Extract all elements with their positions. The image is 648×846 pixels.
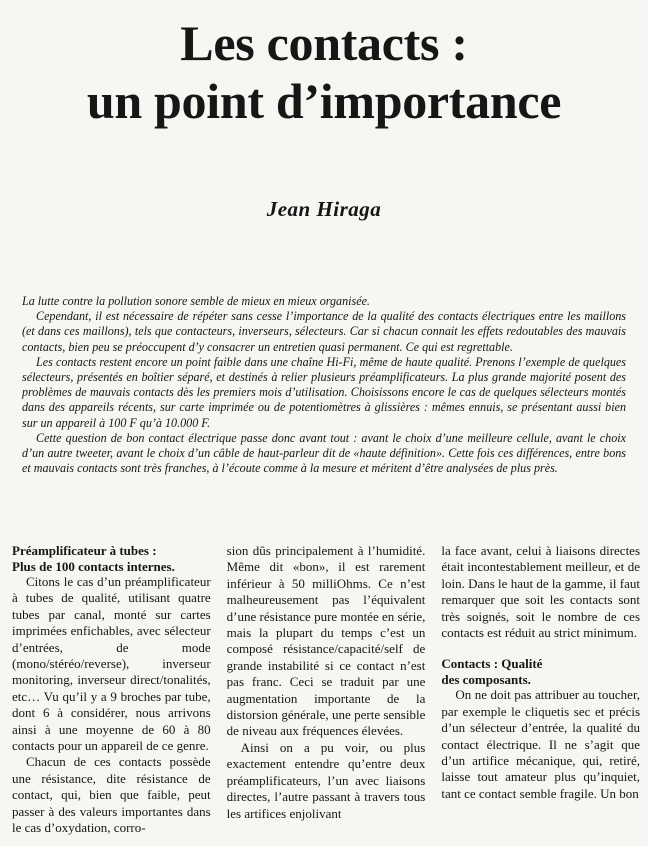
body-paragraph: On ne doit pas attribuer au toucher, par exemple le cliquetis sec et précis d’un sélecteur d’entrée, la qualité du contact électrique. Il ne s’agit que d’un artifice mécanique, qui, retiré, laisse tout amateur plus qu’inquiet, tant ce contact semble fragile. Un bon: [441, 687, 641, 801]
column-2: [227, 543, 426, 837]
column-1: [12, 543, 211, 837]
body-paragraph: Citons le cas d’un préamplificateur à tubes de qualité, utilisant quatre tubes par canal, monté sur cartes imprimées enfichables, avec sélecteur d’entrées, de mode (mono/stéréo/reverse), inverseur monitoring, inverseur direct/tonalités, etc… Vu qu’il y a 9 broches par tube, dont 6 à considérer, nous arrivons ainsi à une moyenne de 60 à 80 contacts pour un appareil de ce genre.: [12, 574, 211, 754]
author-byline: Jean Hiraga: [266, 197, 382, 221]
section-heading-line-1: Préamplificateur à tubes :: [12, 543, 157, 558]
section-heading-line-1: Contacts : Qualité: [441, 656, 543, 672]
section-heading-line-2: des composants.: [441, 671, 531, 687]
intro-paragraphs: [22, 294, 626, 476]
body-columns: [12, 543, 640, 837]
article-title: [0, 14, 648, 130]
title-line-2: un point d’importance: [86, 73, 562, 129]
column-3: [441, 543, 640, 837]
intro-paragraph: Les contacts restent encore un point faible dans une chaîne Hi-Fi, même de haute qualité. Prenons l’exemple de quelques sélecteurs, présentés en boîtier séparé, et destinés à relier plusieurs préamplificateurs. La plus grande majorité posent des problèmes de mauvais contacts dès les premiers mois d’utilisation. Choisissons encore le cas de quelques sélecteurs montés dans des appareils récents, sur carte imprimée ou de potentiomètres à glissières : mêmes ennuis, se présentant aussi bien sur un appareil à 100 F qu’à 10.000 F.: [22, 354, 626, 430]
body-paragraph: la face avant, celui à liaisons directes était incontestablement meilleur, et de loin. Dans le haut de la gamme, il faut remarquer que soit les contacts sont très soignés, soit le nombre de ces contacts est réduit au strict minimum.: [441, 543, 641, 641]
intro-paragraph: La lutte contre la pollution sonore semble de mieux en mieux organisée.: [22, 294, 370, 308]
body-paragraph: sion dûs principalement à l’humidité. Même dit «bon», il est rarement inférieur à 50 milliOhms. Ce n’est malheureusement pas l’équivalent d’une résistance pure montée en série, mais la plupart du temps c’est un composé résistance/capacité/self de grande instabilité si ce contact n’est pas franc. Ceci se traduit par une augmentation importante de la distorsion générale, une perte sensible de niveau aux fréquences élevées.: [226, 543, 426, 739]
body-paragraph: Ainsi on a pu voir, ou plus exactement entendre qu’entre deux préamplificateurs, l’un avec liaisons directes, l’autre passant à travers tous les artifices enjolivant: [226, 739, 426, 821]
section-heading-line-2: Plus de 100 contacts internes.: [12, 558, 175, 574]
body-paragraph: Chacun de ces contacts possède une résistance, dite résistance de contact, qui, bien que faible, peut passer à des valeurs importantes dans le cas d’oxydation, corro-: [12, 754, 211, 836]
intro-paragraph: Cette question de bon contact électrique passe donc avant tout : avant le choix d’une meilleure cellule, avant le choix d’un autre tweeter, avant le choix d’un câble de haut-parleur dit de «haute définition». Cette fois ces différences, entre bons et mauvais contacts sont très franches, à l’écoute comme à la mesure et méritent d’être analysées de plus près.: [22, 430, 626, 476]
title-line-1: Les contacts :: [180, 15, 468, 71]
intro-paragraph: Cependant, il est nécessaire de répéter sans cesse l’importance de la qualité des contacts électriques entre les maillons (et dans ces maillons), tels que contacteurs, inverseurs, sélecteurs. Car si chacun connait les effets redoutables des mauvais contacts, bien peu se préoccupent d’y consacrer un entretien quasi permanent. Ce qui est regrettable.: [22, 309, 626, 354]
section-spacer: [441, 641, 640, 656]
